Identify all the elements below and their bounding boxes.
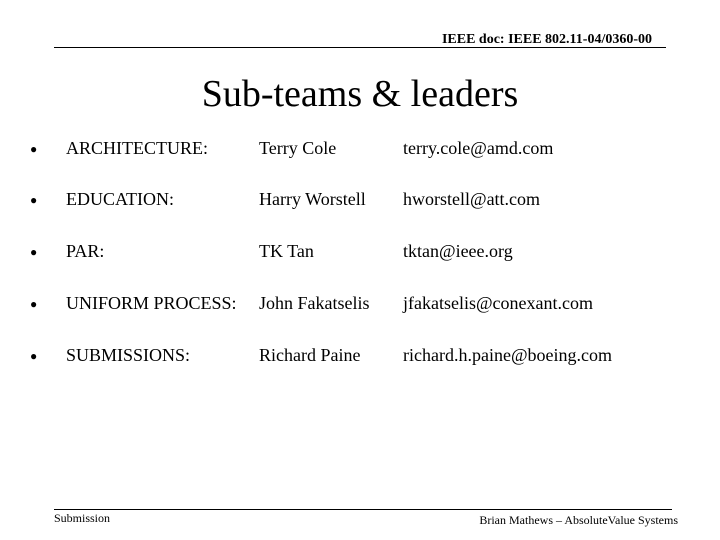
subteam-name: ARCHITECTURE: <box>66 138 208 158</box>
header-divider <box>54 47 666 48</box>
subteam-name: SUBMISSIONS: <box>66 345 191 365</box>
bullet-icon: ● <box>30 142 38 156</box>
list-item <box>0 189 720 213</box>
footer-divider <box>54 509 672 510</box>
leader-email: terry.cole@amd.com <box>403 138 554 158</box>
leader-email: jfakatselis@conexant.com <box>403 293 594 313</box>
leader-name: TK Tan <box>259 241 314 261</box>
leader-name: John Fakatselis <box>259 293 370 313</box>
subteam-name: PAR: <box>66 241 105 261</box>
leader-name: Harry Worstell <box>259 189 366 209</box>
list-item <box>0 241 720 265</box>
document-id: IEEE doc: IEEE 802.11-04/0360-00 <box>441 32 652 47</box>
footer-author: Brian Mathews – AbsoluteValue Systems <box>479 513 678 527</box>
slide-title: Sub-teams & leaders <box>201 73 519 115</box>
subteam-name: EDUCATION: <box>66 189 174 209</box>
leader-name: Terry Cole <box>259 138 337 158</box>
list-item <box>0 345 720 369</box>
leader-email: hworstell@att.com <box>403 189 541 209</box>
footer-submission: Submission <box>54 511 111 525</box>
leader-email: tktan@ieee.org <box>403 241 513 261</box>
subteam-name: UNIFORM PROCESS: <box>66 293 237 313</box>
leader-email: richard.h.paine@boeing.com <box>403 345 613 365</box>
list-item <box>0 138 720 162</box>
bullet-icon: ● <box>30 245 38 259</box>
list-item <box>0 293 720 317</box>
leader-name: Richard Paine <box>259 345 361 365</box>
bullet-icon: ● <box>30 297 38 311</box>
bullet-icon: ● <box>30 193 38 207</box>
bullet-icon: ● <box>30 349 38 363</box>
